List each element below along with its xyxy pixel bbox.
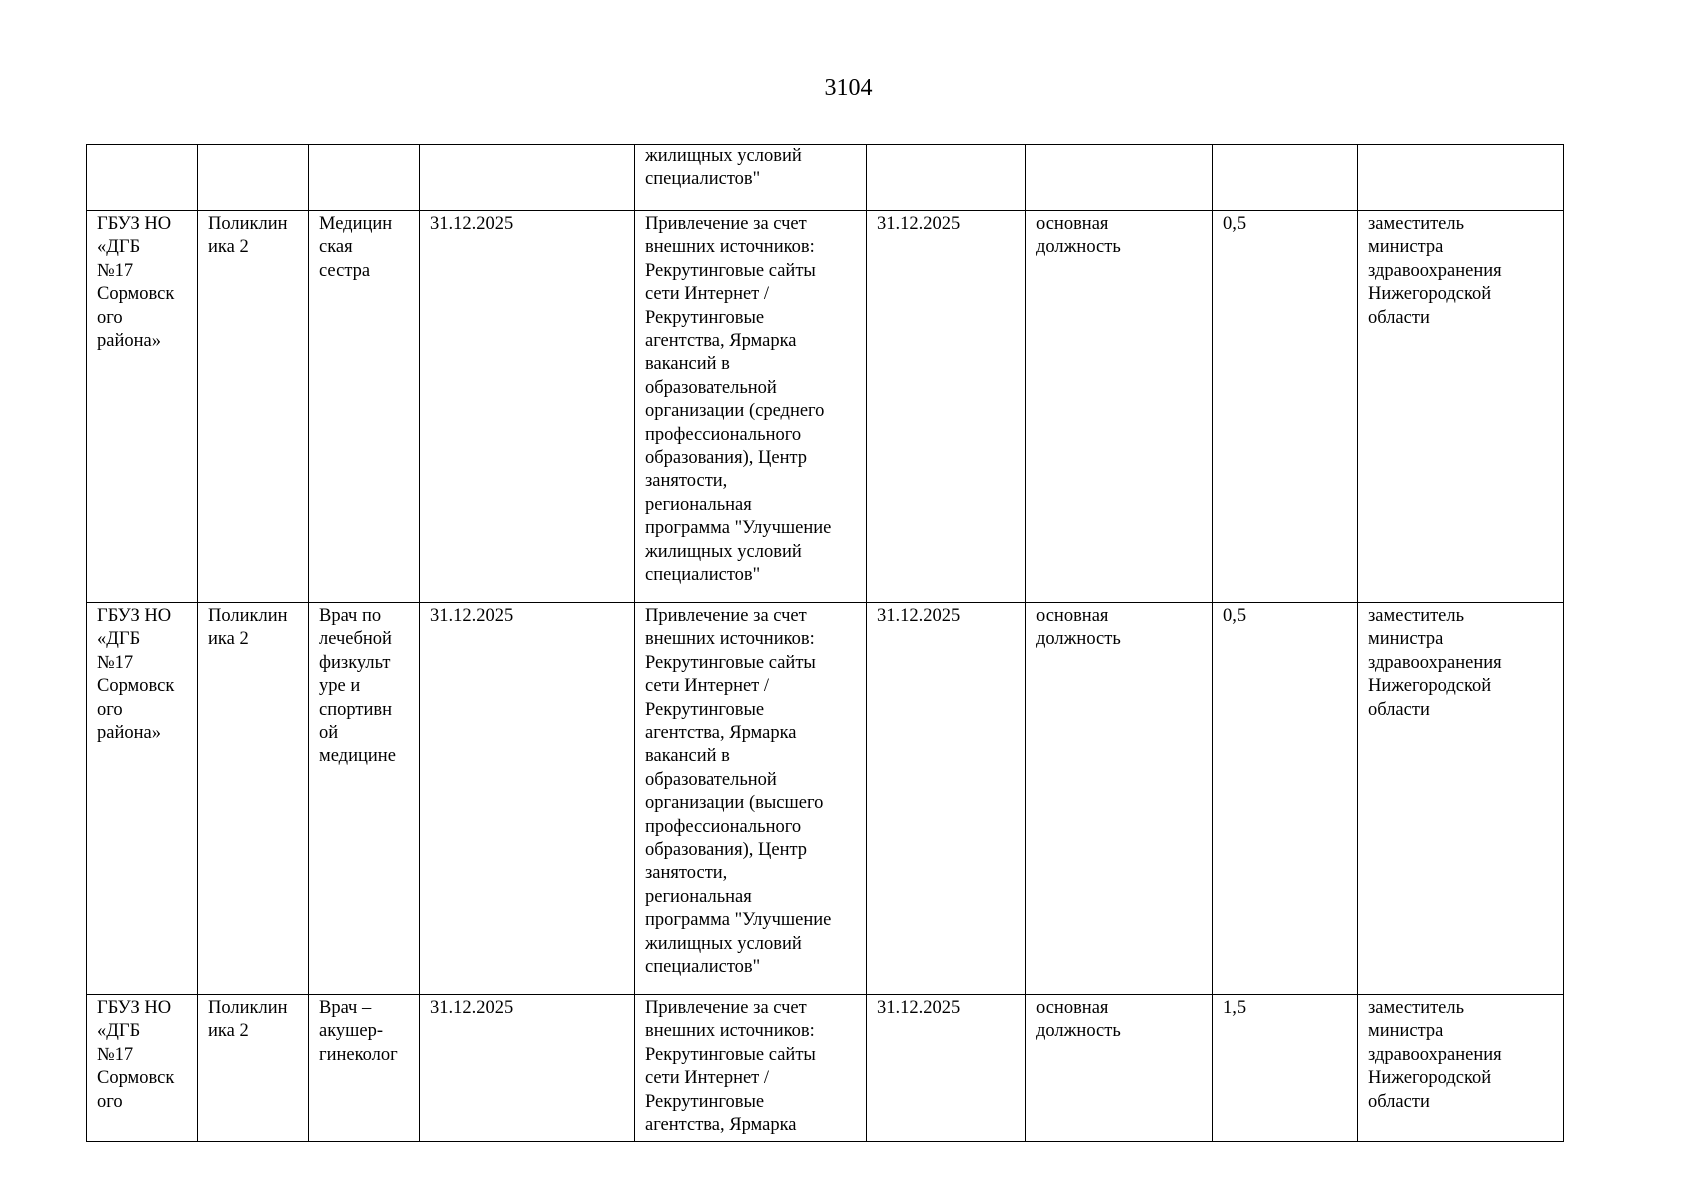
- cell-org: ГБУЗ НО «ДГБ №17 Сормовск ого района»: [87, 211, 198, 603]
- cell-org: ГБУЗ НО «ДГБ №17 Сормовск ого района»: [87, 603, 198, 995]
- cell-unit: Поликлин ика 2: [198, 603, 309, 995]
- cell-method: Привлечение за счет внешних источников: Рекрутинговые сайты сети Интернет / Рекрутинговые агентства, Ярмарка вакансий в образовательной организации (высшего профессионального образования), Центр занятости, региональная программа "Улучшение жилищных условий специалистов": [635, 603, 867, 995]
- staffing-table: [86, 144, 1564, 1142]
- cell-responsible: заместитель министра здравоохранения Нижегородской области: [1358, 603, 1564, 995]
- cell-rate: 0,5: [1213, 211, 1358, 603]
- cell-method: Привлечение за счет внешних источников: Рекрутинговые сайты сети Интернет / Рекрутинговые агентства, Ярмарка вакансий в образовательной организации (среднего профессионального образования), Центр занятости, региональная программа "Улучшение жилищных условий специалистов": [635, 211, 867, 603]
- table-row: [87, 211, 1564, 603]
- cell-date: [420, 145, 635, 211]
- cell-position: Медицин ская сестра: [309, 211, 420, 603]
- cell-unit: [198, 145, 309, 211]
- cell-type: основная должность: [1026, 995, 1213, 1142]
- cell-method: Привлечение за счет внешних источников: Рекрутинговые сайты сети Интернет / Рекрутинговые агентства, Ярмарка: [635, 995, 867, 1142]
- table-row: [87, 603, 1564, 995]
- cell-rate: 1,5: [1213, 995, 1358, 1142]
- cell-org: ГБУЗ НО «ДГБ №17 Сормовск ого: [87, 995, 198, 1142]
- cell-date: 31.12.2025: [420, 603, 635, 995]
- table-row: [87, 145, 1564, 211]
- cell-unit: Поликлин ика 2: [198, 211, 309, 603]
- cell-responsible: заместитель министра здравоохранения Нижегородской области: [1358, 995, 1564, 1142]
- cell-type: [1026, 145, 1213, 211]
- page-number: 3104: [824, 75, 873, 101]
- cell-responsible: [1358, 145, 1564, 211]
- cell-position: [309, 145, 420, 211]
- cell-type: основная должность: [1026, 603, 1213, 995]
- cell-rate: [1213, 145, 1358, 211]
- cell-responsible: заместитель министра здравоохранения Нижегородской области: [1358, 211, 1564, 603]
- cell-position: Врач по лечебной физкульт уре и спортивн ой медицине: [309, 603, 420, 995]
- cell-date: 31.12.2025: [867, 995, 1026, 1142]
- cell-date: 31.12.2025: [420, 995, 635, 1142]
- cell-date: 31.12.2025: [867, 211, 1026, 603]
- cell-org: [87, 145, 198, 211]
- cell-unit: Поликлин ика 2: [198, 995, 309, 1142]
- cell-date: [867, 145, 1026, 211]
- table-row: [87, 995, 1564, 1142]
- cell-date: 31.12.2025: [420, 211, 635, 603]
- cell-rate: 0,5: [1213, 603, 1358, 995]
- cell-position: Врач – акушер- гинеколог: [309, 995, 420, 1142]
- cell-method: жилищных условий специалистов": [635, 145, 867, 211]
- cell-type: основная должность: [1026, 211, 1213, 603]
- cell-date: 31.12.2025: [867, 603, 1026, 995]
